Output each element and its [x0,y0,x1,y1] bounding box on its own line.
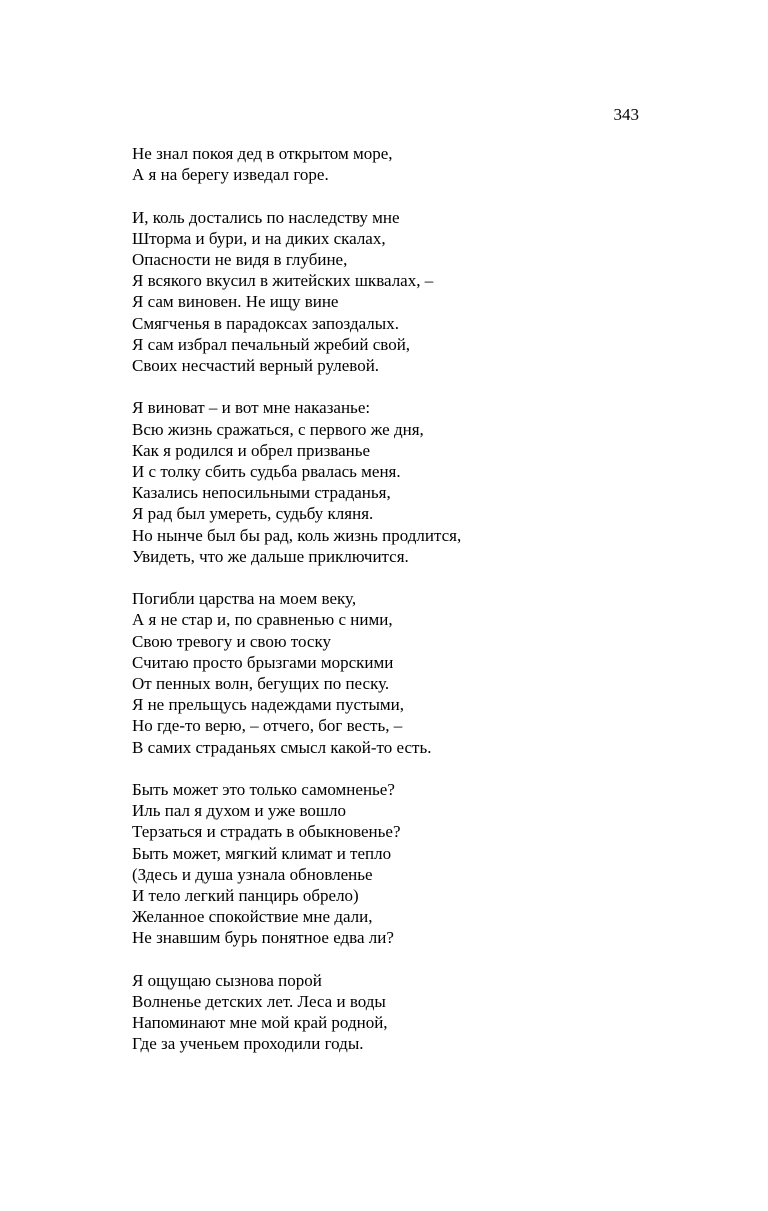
poem-line: Быть может, мягкий климат и тепло [132,843,392,863]
poem-line: А я на берегу изведал горе. [132,165,329,185]
poem-line: Волненье детских лет. Леса и воды [132,992,386,1012]
poem-line: Шторма и бури, и на диких скалах, [132,228,386,248]
poem-line: Я не прельщусь надеждами пустыми, [132,695,404,715]
stanza [132,397,692,567]
poem-line: Быть может это только самомненье? [132,780,395,800]
poem-line: Я сам виновен. Не ищу вине [132,292,339,312]
poem-line: Но нынче был бы рад, коль жизнь продлится, [132,525,462,545]
poem-line: Я всякого вкусил в житейских шквалах, – [132,271,434,291]
poem-line: В самих страданьях смысл какой-то есть. [132,737,432,757]
poem-line: Я виноват – и вот мне наказанье: [132,398,371,418]
stanza [132,143,692,185]
poem-line: (Здесь и душа узнала обновленье [132,864,373,884]
poem-line: Опасности не видя в глубине, [132,250,348,269]
poem-line: Я ощущаю сызнова порой [132,970,322,990]
poem-line: Своих несчастий верный рулевой. [132,356,380,376]
stanza [132,779,692,949]
poem-line: Как я родился и обрел призванье [132,440,371,460]
poem-line: Желанное спокойствие мне дали, [132,907,373,927]
poem-line: Свою тревогу и свою тоску [132,631,331,651]
poem-line: И, коль достались по наследству мне [132,207,400,227]
poem-line: И тело легкий панцирь обрело) [132,886,359,906]
poem-line: Я рад был умереть, судьбу кляня. [132,504,374,524]
page-number: 343 [613,105,639,124]
poem-line: Казались непосильными страданья, [132,483,391,503]
poem-line: Смягченья в парадоксах запоздалых. [132,313,399,333]
poem-line: Погибли царства на моем веку, [132,589,357,609]
poem-line: Но где-то верю, – отчего, бог весть, – [132,716,403,736]
poem-line: И с толку сбить судьба рвалась меня. [132,462,401,482]
poem-line: Напоминают мне мой край родной, [132,1013,388,1033]
poem-line: Считаю просто брызгами морскими [132,652,394,672]
poem-line: Не знавшим бурь понятное едва ли? [132,928,394,948]
poem-line: Я сам избрал печальный жребий свой, [132,334,411,354]
poem-line: Увидеть, что же дальше приключится. [132,546,409,566]
poem-line: Терзаться и страдать в обыкновенье? [132,822,401,842]
poem-line: Иль пал я духом и уже вошло [132,801,346,821]
poem-line: Всю жизнь сражаться, с первого же дня, [132,419,424,439]
poem-line: От пенных волн, бегущих по песку. [132,674,390,694]
poem-line: Где за ученьем проходили годы. [132,1034,364,1054]
stanza [132,970,692,1055]
poem-line: А я не стар и, по сравненью с ними, [132,610,393,630]
stanza [132,588,692,758]
poem-line: Не знал покоя дед в открытом море, [132,144,393,163]
stanza [132,207,692,377]
poem-text [132,143,692,1055]
